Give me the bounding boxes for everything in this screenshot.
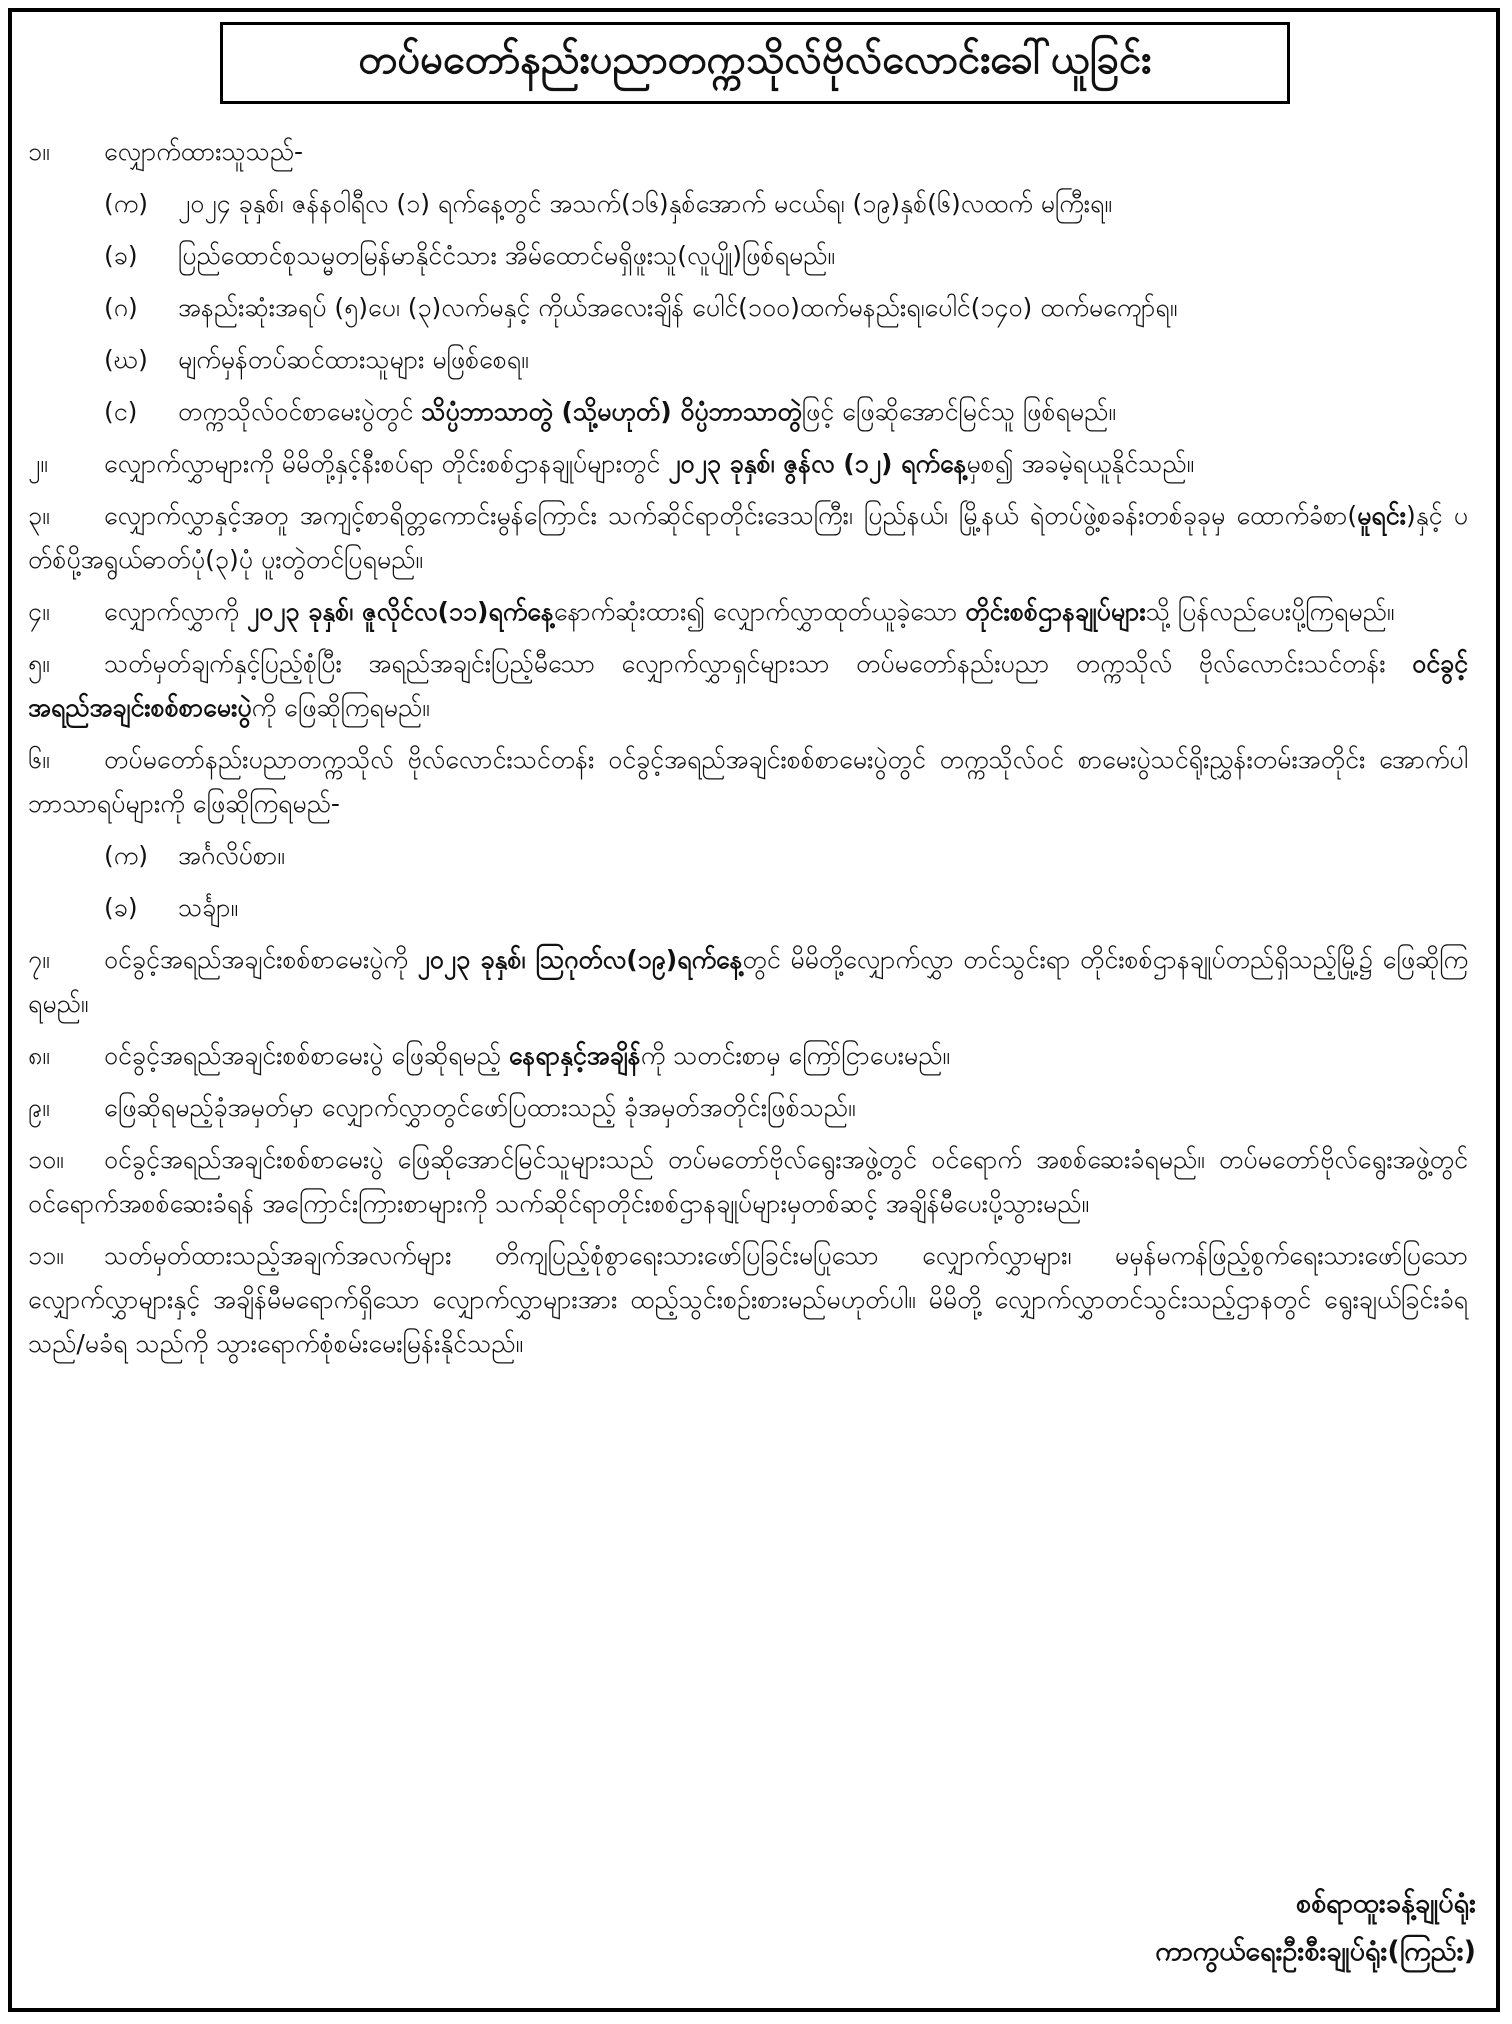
paragraph-2 bbox=[28, 442, 1468, 486]
paragraph-text: သတ်မှတ်ချက်နှင့်ပြည့်စုံပြီး အရည်အချင်းပြည့်မီသော လျှောက်လွှာရှင်များသာ တပ်မတော်နည်းပညာ တက္ကသိုလ် ဗိုလ်လောင်းသင်တန်း bbox=[104, 649, 1413, 678]
paragraph-text: တွင် မိမိတို့လျှောက်လွှာ တင်သွင်းရာ တိုင်းစစ်ဌာနချုပ်တည်ရှိသည့်မြို့၌ ဖြေဆိုကြရမည်။ bbox=[28, 945, 1468, 1018]
paragraph-text-bold: ဝင်ခွင့်အရည်အချင်းစစ်စာမေးပွဲ bbox=[28, 649, 1468, 722]
list-item bbox=[28, 182, 1468, 226]
list-item bbox=[28, 234, 1468, 278]
paragraph-9 bbox=[28, 1086, 1468, 1130]
item-marker: (က) bbox=[104, 189, 148, 218]
item-marker: (င) bbox=[104, 397, 138, 426]
list-item bbox=[28, 834, 1468, 878]
signature-line-office: စစ်ရာထူးခန့်ချုပ်ရုံး bbox=[1295, 1888, 1476, 1919]
item-text: အင်္ဂလိပ်စာ။ bbox=[178, 841, 285, 870]
paragraph-text: သတ်မှတ်ထားသည့်အချက်အလက်များ တိကျပြည့်စုံစွာရေးသားဖော်ပြခြင်းမပြုသော လျှောက်လွှာများ၊ မမှန်မကန်ဖြည့်စွက်ရေးသားဖော်ပြသောလျှောက်လွှာများနှင့် အချိန်မီမရောက်ရှိသော လျှောက်လွှာများအား ထည့်သွင်းစဉ်းစားမည်မဟုတ်ပါ။ မိမိတို့ လျှောက်လွှာတင်သွင်းသည့်ဌာနတွင် ရွေးချယ်ခြင်းခံရသည်/မခံရ သည်ကို သွားရောက်စုံစမ်းမေးမြန်းနိုင်သည်။ bbox=[28, 1241, 1468, 1358]
item-marker: (ဃ) bbox=[104, 345, 148, 374]
paragraph-number: ၉။ bbox=[28, 1093, 50, 1122]
paragraph-number: ၂။ bbox=[28, 449, 48, 478]
paragraph-text-bold: ၂၀၂၃ ခုနှစ်၊ ဇွန်လ (၁၂) ရက်နေ့ bbox=[668, 449, 967, 478]
paragraph-text-bold: ၂၀၂၃ ခုနှစ်၊ ဩဂုတ်လ(၁၉)ရက်နေ့ bbox=[417, 945, 743, 974]
paragraph-number: ၆။ bbox=[28, 745, 50, 774]
paragraph-number: ၁၁။ bbox=[28, 1241, 64, 1270]
paragraph-text: ဝင်ခွင့်အရည်အချင်းစစ်စာမေးပွဲ ဖြေဆိုအောင်မြင်သူများသည် တပ်မတော်ဗိုလ်ရွေးအဖွဲ့တွင် ဝင်ရောက် အစစ်ဆေးခံရမည်။ တပ်မတော်ဗိုလ်ရွေးအဖွဲ့တွင် ဝင်ရောက်အစစ်ဆေးခံရန် အကြောင်းကြားစာများကို သက်ဆိုင်ရာတိုင်းစစ်ဌာနချုပ်များမှတစ်ဆင့် အချိန်မီပေးပို့သွားမည်။ bbox=[28, 1145, 1468, 1218]
paragraph-5 bbox=[28, 642, 1468, 730]
paragraph-number: ၇။ bbox=[28, 945, 50, 974]
paragraph-text-bold: တိုင်းစစ်ဌာနချုပ်များ bbox=[965, 597, 1146, 626]
paragraph-text: နောက်ဆုံးထား၍ လျှောက်လွှာထုတ်ယူခဲ့သော bbox=[553, 597, 966, 626]
paragraph-text: လျှောက်လွှာနှင့်အတူ အကျင့်စာရိတ္တကောင်းမွန်ကြောင်း သက်ဆိုင်ရာတိုင်းဒေသကြီး၊ ပြည်နယ်၊ မြို့နယ် ရဲတပ်ဖွဲ့စခန်းတစ်ခုခုမှ ထောက်ခံစာ( bbox=[104, 501, 1358, 530]
item-text-bold: သိပ္ပံဘာသာတွဲ (သို့မဟုတ်) ဝိပ္ပံဘာသာတွဲ bbox=[421, 397, 802, 426]
list-item bbox=[28, 286, 1468, 330]
item-text: ၂၀၂၄ ခုနှစ်၊ ဇန်နဝါရီလ (၁) ရက်နေ့တွင် အသက်(၁၆)နှစ်အောက် မငယ်ရ၊ (၁၉)နှစ်(၆)လထက် မကြီးရ။ bbox=[178, 189, 1112, 218]
item-text: ပြည်ထောင်စုသမ္မတမြန်မာနိုင်ငံသား အိမ်ထောင်မရှိဖူးသူ(လူပျို)ဖြစ်ရမည်။ bbox=[178, 241, 835, 270]
paragraph-number: ၃။ bbox=[28, 501, 50, 530]
item-text: ဖြင့် ဖြေဆိုအောင်မြင်သူ ဖြစ်ရမည်။ bbox=[801, 397, 1116, 426]
paragraph-text-bold: ၂၀၂၃ ခုနှစ်၊ ဇူလိုင်လ(၁၁)ရက်နေ့ bbox=[246, 597, 554, 626]
paragraph-number: ၄။ bbox=[28, 597, 50, 626]
paragraph-1 bbox=[28, 130, 1468, 174]
list-item bbox=[28, 886, 1468, 930]
paragraph-7 bbox=[28, 938, 1468, 1026]
paragraph-text: တပ်မတော်နည်းပညာတက္ကသိုလ် ဗိုလ်လောင်းသင်တန်း ဝင်ခွင့်အရည်အချင်းစစ်စာမေးပွဲတွင် တက္ကသိုလ်ဝင် စာမေးပွဲသင်ရိုးညွှန်းတမ်းအတိုင်း အောက်ပါဘာသာရပ်များကို ဖြေဆိုကြရမည်- bbox=[28, 745, 1468, 818]
item-text: မျက်မှန်တပ်ဆင်ထားသူများ မဖြစ်စေရ။ bbox=[178, 345, 529, 374]
paragraph-text-bold: နေရာနှင့်အချိန် bbox=[508, 1041, 641, 1070]
item-text: တက္ကသိုလ်ဝင်စာမေးပွဲတွင် bbox=[178, 397, 422, 426]
paragraph-number: ၁။ bbox=[28, 137, 50, 166]
paragraph-number: ၈။ bbox=[28, 1041, 50, 1070]
item-text: သင်္ချာ။ bbox=[178, 893, 239, 922]
paragraph-11 bbox=[28, 1234, 1468, 1366]
paragraph-text: ဝင်ခွင့်အရည်အချင်းစစ်စာမေးပွဲကို bbox=[104, 945, 418, 974]
paragraph-text: ကို သတင်းစာမှ ကြော်ငြာပေးမည်။ bbox=[640, 1041, 950, 1070]
paragraph-text: လျှောက်လွှာကို bbox=[104, 597, 247, 626]
paragraph-6 bbox=[28, 738, 1468, 826]
item-marker: (ခ) bbox=[104, 893, 138, 922]
signature-block bbox=[1155, 1880, 1476, 1976]
paragraph-4 bbox=[28, 590, 1468, 634]
paragraph-text: သို့ ပြန်လည်ပေးပို့ကြရမည်။ bbox=[1145, 597, 1395, 626]
list-item bbox=[28, 338, 1468, 382]
signature-line-department: ကာကွယ်ရေးဦးစီးချုပ်ရုံး(ကြည်း) bbox=[1155, 1936, 1476, 1967]
paragraph-number: ၅။ bbox=[28, 649, 50, 678]
paragraph-3 bbox=[28, 494, 1468, 582]
paragraph-8 bbox=[28, 1034, 1468, 1078]
paragraph-text: မှစ၍ အခမဲ့ရယူနိုင်သည်။ bbox=[966, 449, 1195, 478]
paragraph-text: ဝင်ခွင့်အရည်အချင်းစစ်စာမေးပွဲ ဖြေဆိုရမည့် bbox=[104, 1041, 509, 1070]
paragraph-10 bbox=[28, 1138, 1468, 1226]
paragraph-text: ကို ဖြေဆိုကြရမည်။ bbox=[251, 693, 430, 722]
paragraph-text: လျှောက်လွှာများကို မိမိတို့နှင့်နီးစပ်ရာ တိုင်းစစ်ဌာနချုပ်များတွင် bbox=[104, 449, 669, 478]
list-item bbox=[28, 390, 1468, 434]
page-title: တပ်မတော်နည်းပညာတက္ကသိုလ်ဗိုလ်လောင်းခေါ်ယူခြင်း bbox=[220, 22, 1290, 104]
paragraph-text-bold: မူရင်း bbox=[1357, 501, 1406, 530]
item-marker: (ခ) bbox=[104, 241, 138, 270]
document-body bbox=[28, 130, 1468, 1374]
paragraph-text: )နှင့် ပတ်စ်ပို့အရွယ်ဓာတ်ပုံ(၃)ပုံ ပူးတွဲတင်ပြရမည်။ bbox=[28, 501, 1468, 574]
paragraph-number: ၁၀။ bbox=[28, 1145, 64, 1174]
item-marker: (က) bbox=[104, 841, 148, 870]
paragraph-text: လျှောက်ထားသူသည်- bbox=[104, 137, 304, 166]
paragraph-text: ဖြေဆိုရမည့်ခုံအမှတ်မှာ လျှောက်လွှာတွင်ဖော်ပြထားသည့် ခုံအမှတ်အတိုင်းဖြစ်သည်။ bbox=[104, 1093, 856, 1122]
item-marker: (ဂ) bbox=[104, 293, 138, 322]
item-text: အနည်းဆုံးအရပ် (၅)ပေ၊ (၃)လက်မနှင့် ကိုယ်အလေးချိန် ပေါင်(၁၀၀)ထက်မနည်းရ၊ပေါင်(၁၄၀) ထက်မကျော်ရ။ bbox=[178, 293, 1178, 322]
